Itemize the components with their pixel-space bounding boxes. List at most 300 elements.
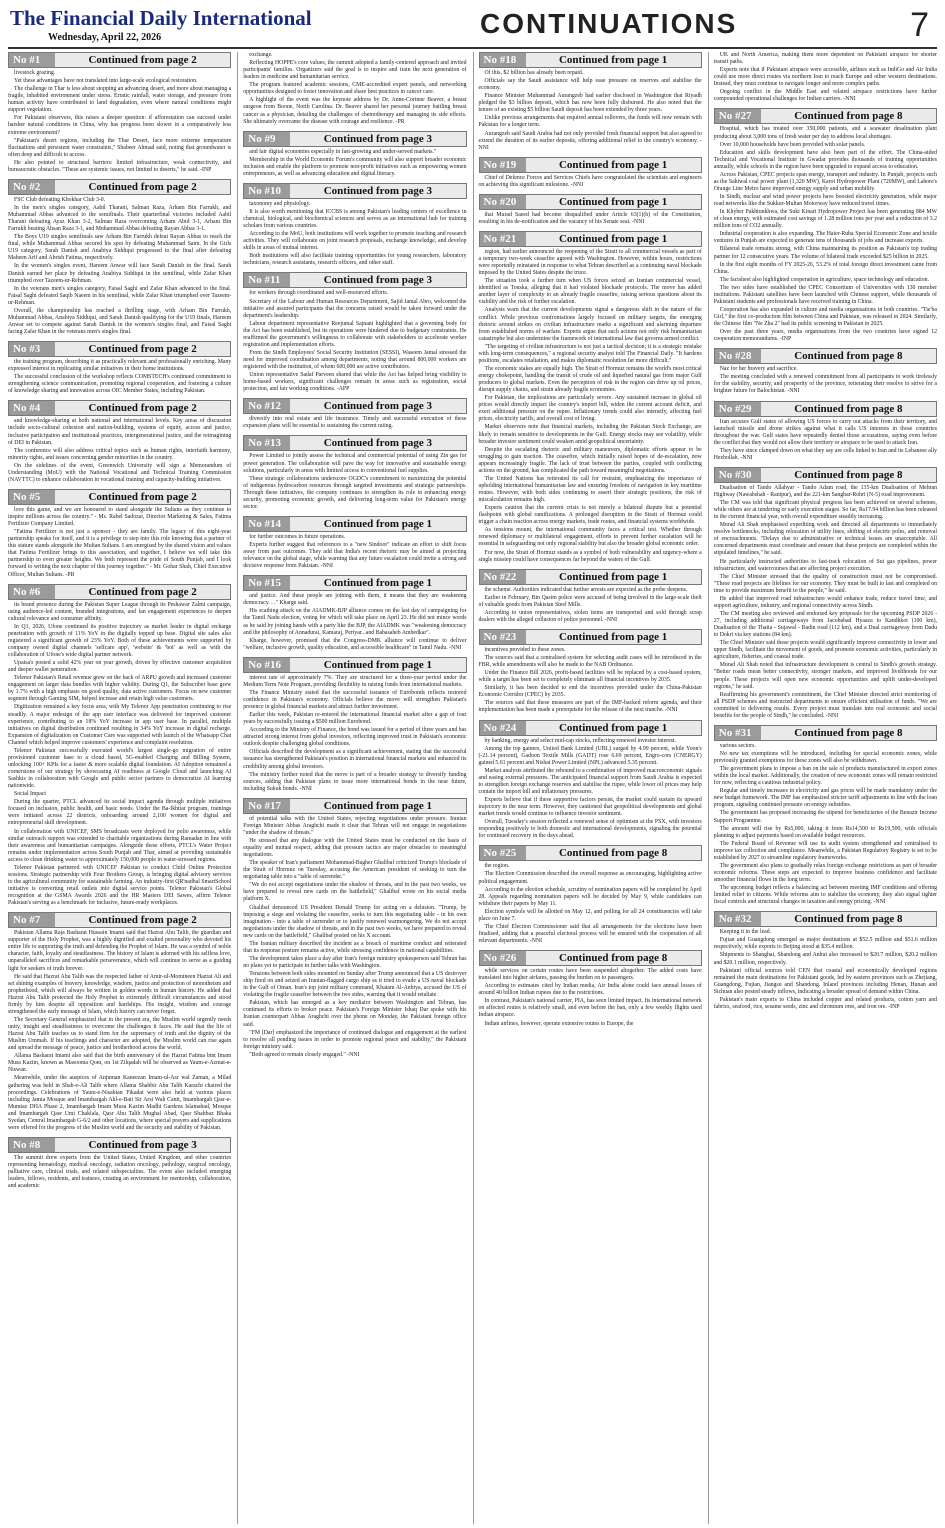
article-body xyxy=(714,126,937,343)
article-paragraph: Market analysts attributed the rebound to a combination of improved macroeconomic signals and easing external pressures. The anticipated financial support from Saudi Arabia is expected to strengthen foreign exchange reserves and stabilise the rupee, while lower oil prices may help contain the import bill and inflationary pressures. xyxy=(478,767,702,795)
article-header xyxy=(8,400,231,416)
article-number: No #11 xyxy=(244,273,290,287)
article-body xyxy=(243,816,466,1059)
continued-from-label: Continued from page 3 xyxy=(323,274,433,287)
article-header xyxy=(479,629,702,645)
article-paragraph: Aurangzeb said Saudi Arabia had not only provided fresh financial support but also agreed to extend the duration of its earlier deposits, offering additional relief to the country's economy. -NNI xyxy=(478,130,702,151)
article-paragraph: FSC Club defeating Khokhar Club 3-0. xyxy=(14,196,106,203)
article-paragraph: According to the MoU, both institutions will work together to promote teaching and research activities. They will collaborate on joint research proposals, exchange knowledge, and develop skills in areas of mutual interest. xyxy=(243,231,467,252)
article-paragraph: various sectors. xyxy=(719,742,756,749)
article-paragraph: The meeting concluded with a renewed commitment from all participants to work tirelessly for the stability, security, and prosperity of the province, reiterating their resolve to strive for a brighter future for Balochistan. -NNI xyxy=(713,374,937,395)
continuation-article xyxy=(479,157,702,189)
continuation-article xyxy=(8,400,231,484)
continuations-columns xyxy=(8,52,937,1524)
column-2 xyxy=(237,52,466,1524)
article-body xyxy=(479,249,702,564)
article-body xyxy=(714,419,937,462)
article-paragraph: In Q1, 2026, Ufone continued its positive trajectory as market leader in digital recharge penetration with growth of 11% YoY in the digitally topped up base. Digital site sales also registered a significant growth of 23% YoY. Both of these achievements were supported by company owned digital channels 'selfcare app', 'website' & 'bot' as well as with the collaboration of Ufone's wide digital partner network. xyxy=(8,623,232,658)
article-paragraph: Power Limited to jointly assess the technical and commercial potential of using Zin gas for power generation. The collaboration will pave the way for innovative and sustainable energy solutions, particularly in areas with limited access to conventional fuel supplies. xyxy=(243,453,467,474)
article-body xyxy=(243,201,466,268)
article-body xyxy=(479,587,702,624)
article-paragraph: His scathing attack on the AIADMK-BJP alliance comes on the last day of campaigning for the Tamil Nadu election, voting for which will take place on April 23. He did not mince words as he said by joining hands with a party like the BJP, the AIADMK was "weakening democracy and the philosophy of Annadurai, Kamaraj, Periyar...and Babasaheb Ambedkar". xyxy=(243,608,467,636)
continuation-article xyxy=(714,348,937,395)
article-paragraph: The speaker of Iran's parliament Mohammad-Bagher Ghalibaf criticized Trump's blockade of the Strait of Hormuz on Tuesday, accusing the American president of seeking to turn the negotiating table into a "table of surrender." xyxy=(243,860,467,881)
article-paragraph: The Chief Minister stressed that the quality of construction must not be compromised. "These road projects are lifelines for our economy. They must be built to last and completed on time to provide maximum benefit to the people," he said. xyxy=(713,573,937,594)
continuation-article xyxy=(8,1137,231,1190)
article-paragraph: "The targeting of civilian infrastructure is not just a tactical decision; it is a strategic mistake with long-term consequences," a regional security analyst told The Financial Daily. "It hardens positions, escalates retaliation, and makes diplomatic resolution far more difficult." xyxy=(478,343,702,364)
article-paragraph: Hospital, which has treated over 350,000 patients, and a seawater desalination plant producing about 3,000 tons of fresh water per day to address local shortages. xyxy=(713,126,937,140)
continued-from-label: Continued from page 2 xyxy=(88,914,197,927)
article-paragraph: Unlike previous arrangements that required annual rollovers, the funds will now remain with Pakistan for a longer term. xyxy=(478,115,702,129)
article-paragraph: The government plans to impose a ban on the sale of products manufactured in export zones within the local market. Additionally, the creation of new economic zones will remain restricted for now, reflecting a cautious industrial policy. xyxy=(713,766,937,787)
article-header xyxy=(479,720,702,736)
article-header xyxy=(714,108,937,124)
article-header xyxy=(243,798,466,814)
article-number: No #16 xyxy=(244,658,290,672)
article-paragraph: Finance Minister Muhammad Aurangzeb had earlier disclosed in Washington that Riyadh pledged the $3 billion deposit, which has now been fully disbursed. He also noted that the tenure of an existing $5 billion Saudi deposit has been extended by three years. xyxy=(478,93,702,114)
article-paragraph: that Murad Saeed had become disqualified under Article 63(1)(h) of the Constitution, resulting in his de-notification and the vacancy of his Senate seat. -NNI xyxy=(478,211,702,225)
article-paragraph: Kharge, however, promised that the Congress-DMK alliance will continue to deliver "welfare, inclusive growth, quality education, and accessible healthcare" in Tamil Nadu. -NNI xyxy=(243,637,467,651)
continuation-article xyxy=(479,569,702,624)
article-paragraph: It is also worth mentioning that ICCBS is among Pakistan's leading centers of excellence in chemical, biological, and biochemical sciences and serves as an international hub for training scholars from various countries. xyxy=(243,208,467,230)
continued-from-label: Continued from page 8 xyxy=(794,913,903,926)
article-number: No #1 xyxy=(9,53,55,67)
continuation-article xyxy=(714,467,937,720)
article-paragraph: According to the election schedule, scrutiny of nomination papers will be completed by April 28. Appeals regarding nomination papers will be decided by May 9, while candidates can withdraw their papers by May 11. xyxy=(478,886,702,907)
article-paragraph: "Fatima Fertilizer is not just a sponsor - they are family. The legacy of this eight-year partnership speaks for itself, and it is a privilege to step into this role knowing that a partner of this stature stands alongside the Multan Sultans. I am energised by the shared vision and values that Fatima Fertilizer brings to this association, and together, I believe we will take this partnership to even greater heights. We both represent the pride of South Punjab, and I look forward to writing the next chapter of this journey together." - Mr. Gohar Shah, Chief Executive Officer, Multan Sultans. -PR xyxy=(8,529,232,578)
article-number: No #25 xyxy=(480,846,526,860)
article-paragraph: According to estimates cited by Indian media, Air India alone could face annual losses of around 40 billion Indian rupees due to the restrictions. xyxy=(478,983,702,997)
article-paragraph: The amount will rise by Rs5,000, taking it from Rs14,500 to Rs19,500, with officials planning to adjust payments based on available budget resources. xyxy=(713,825,937,839)
article-paragraph: In the first eight months of FY 2025-26, 53.2% of total foreign direct investment came from China. xyxy=(713,261,937,275)
continuation-article xyxy=(243,183,466,268)
article-body xyxy=(714,52,937,103)
article-paragraph: Reflecting HOPPE's core values, the summit adopted a family-centered approach and invited participants' families. Organizers said the goal is to inspire and train the next generation of leaders in medicine and humanitarian service. xyxy=(243,60,467,81)
article-paragraph: In the men's singles category, Aabil Tharani, Salman Raza, Arham Bin Farrukh, and Muhammad Abbas advanced to the semifinals. Their quarterfinal victories included Aabil Tharani defeating Ayaz Khan 3-2, Salman Raza overcoming Arham Abid 3-1, Arham Bin Farrukh beating Ahsan Raza 3-1, and Muhammad Abbas defeating Rayan Abbas 3-1. xyxy=(8,204,232,233)
article-paragraph: livestock grazing. xyxy=(14,70,56,76)
continuation-article xyxy=(479,950,702,1028)
continuation-article xyxy=(714,108,937,343)
continued-from-label: Continued from page 3 xyxy=(323,437,433,450)
article-paragraph: Overall, the championship has reached a thrilling stage, with Arham Bin Farrukh, Muhammad Abbas, Anabiya Siddiqui, and Sarah Danish qualifying for the U19 finals, Hareem Anwar set to compete against Sarah Danish in the women's singles final, and Faisal Saghi facing Zafar Khan in the veterans men's singles final. xyxy=(8,307,232,335)
article-paragraph: Market observers note that financial markets, including the Pakistan Stock Exchange, are likely to remain sensitive to developments in the Gulf. Energy stocks may see volatility, while broader investor sentiment could weaken amid geopolitical uncertainty. xyxy=(478,424,702,445)
article-paragraph: and knowledge-sharing at both national and international levels. Key areas of discussion include socio-cultural cohesion and nation-building, systems of equity, access and justice, inclusive participation and institutional practices, intergenerational justice, and the reimagining of DEI in Pakistan. xyxy=(8,418,232,446)
article-paragraph: the scheme. Authorities indicated that further arrests are expected as the probe deepens. xyxy=(484,586,688,593)
article-number: No #7 xyxy=(9,913,55,927)
article-paragraph: According to union representatives, stolen items are transported and sold through scrap dealers with the alleged collusion of police personnel. -NNI xyxy=(478,609,702,623)
continuation-article xyxy=(479,52,702,152)
article-paragraph: The two sides have established the CPEC Consortium of Universities with 130 member institutions. Pakistani satellites have been launched with Chinese support, while thousands of Pakistani students and professionals have received training in China. xyxy=(713,284,937,305)
article-number: No #27 xyxy=(715,109,761,123)
masthead xyxy=(10,6,935,46)
article-header xyxy=(243,575,466,591)
continuation-article xyxy=(479,194,702,226)
article-number: No #3 xyxy=(9,342,55,356)
continuation-article xyxy=(8,489,231,579)
continued-from-label: Continued from page 2 xyxy=(88,490,197,503)
article-body xyxy=(479,70,702,152)
continued-from-label: Continued from page 1 xyxy=(323,658,433,671)
article-number: No #29 xyxy=(715,402,761,416)
article-body xyxy=(8,602,231,908)
article-header xyxy=(479,231,702,247)
continuation-article xyxy=(243,52,466,126)
continuation-article xyxy=(243,575,466,652)
article-body xyxy=(714,366,937,395)
article-number: No #23 xyxy=(480,630,526,644)
column-1 xyxy=(8,52,231,1524)
newspaper-name: The Financial Daily International xyxy=(10,6,312,30)
article-header xyxy=(479,845,702,861)
article-header xyxy=(8,912,231,928)
article-paragraph: Officials described the development as a significant achievement, stating that the successful issuance has strengthened Pakistan's position in international financial markets and enhanced its credibility among global investors. xyxy=(243,749,467,770)
article-paragraph: Of this, $2 billion has already been repaid. xyxy=(484,70,584,76)
article-paragraph: Despite the escalating rhetoric and military maneuvers, diplomatic efforts appear to be struggling to gain traction. The ceasefire, which initially raised hopes of de-escalation, now appears increasingly fragile. The lack of trust between the parties, coupled with conflicting actions on the ground, has complicated the path toward meaningful negotiations. xyxy=(478,446,702,474)
article-paragraph: Experts caution that the current crisis is not merely a bilateral dispute but a potential flashpoint with global ramifications. A prolonged disruption in the Strait of Hormuz could trigger a chain reaction across energy markets, trade routes, and financial systems worldwide. xyxy=(478,505,702,526)
article-body xyxy=(714,929,937,1011)
article-body xyxy=(479,863,702,945)
article-paragraph: taxonomy and physiology. xyxy=(249,200,311,207)
article-paragraph: In the veterans men's singles category, Faisal Saghi and Zafar Khan advanced to the final. Faisal Saghi defeated Saqib Naeem in his semifinal, while Zafar Khan triumphed over Tazeem-ur-Rehman. xyxy=(8,285,232,306)
article-header xyxy=(479,52,702,68)
continuation-article xyxy=(714,52,937,103)
article-header xyxy=(243,516,466,532)
article-paragraph: The CM meeting also reviewed and endorsed key proposals for the upcoming PSDP 2026 - 27, including additional carriageways from Jacobabad Hyaaza to Kandhkot (100 km), Dualisation of the Thatta - Sujawal - Badin road (112 km), and a Dual carriageway from Dadu to Dokri via key stations (84 km). xyxy=(713,610,937,639)
continuation-article xyxy=(8,912,231,1132)
continued-from-label: Continued from page 2 xyxy=(88,180,197,193)
continuation-article xyxy=(479,629,702,715)
article-paragraph: The Election Commission described the overall response as encouraging, highlighting active political engagement. xyxy=(478,871,702,885)
article-paragraph: Officials say the Saudi assistance will help ease pressure on reserves and stabilise the economy. xyxy=(478,78,702,92)
article-paragraph: by banking, energy and select mid-cap stocks, reflecting renewed investor interest. xyxy=(484,737,677,744)
article-paragraph: The United Nations has reiterated its call for restraint, emphasizing the importance of upholding international humanitarian law and ensuring freedom of navigation in key maritime routes. However, with both sides continuing to assert their strategic positions, the risk of miscalculation remains high. xyxy=(478,475,702,504)
article-paragraph: The Chief Election Commissioner said that all arrangements for the elections have been finalised, adding that a peaceful electoral process will be ensured with the cooperation of all relevant departments. -NNI xyxy=(478,923,702,944)
article-number: No #4 xyxy=(9,401,55,415)
article-body xyxy=(243,52,466,126)
article-paragraph: For now, the Strait of Hormuz stands as a symbol of both vulnerability and urgency-where a single misstep could have consequences far beyond the waters of the Gulf. xyxy=(478,549,702,563)
article-header xyxy=(479,569,702,585)
article-paragraph: Regular and timely increases in electricity and gas prices will be made mandatory under the new budget framework. The IMF has emphasized stricter tariff adjustments in line with the loan program, signaling continued pressure on energy subsidies. xyxy=(713,788,937,809)
continuation-article xyxy=(479,720,702,841)
article-header xyxy=(243,398,466,414)
article-paragraph: its brand presence during the Pakistan Super League through its Peshawar Zalmi campaign, using audience-led content, branded integrations, and fan engagement experiences to deepen cultural relevance and consumer affinity. xyxy=(8,601,232,622)
article-number: No #14 xyxy=(244,517,290,531)
article-paragraph: Similarly, it has been decided to end the incentives provided under the China-Pakistan Economic Corridor (CPEC) by 2035. xyxy=(478,685,702,699)
continuation-article xyxy=(243,272,466,393)
article-number: No #15 xyxy=(244,576,290,590)
article-paragraph: Keeping it in the lead. xyxy=(719,929,772,936)
article-number: No #26 xyxy=(480,951,526,965)
article-paragraph: Naz for her bravery and sacrifice. xyxy=(719,366,798,373)
article-number: No #13 xyxy=(244,436,290,450)
article-body xyxy=(243,149,466,178)
article-paragraph: Experts note that if Pakistani airspace were accessible, airlines such as IndiGo and Air India could use more direct routes via northern Iran to reach Europe and other western destinations. Instead, they must continue to navigate longer and more complex paths. xyxy=(713,67,937,88)
continued-from-label: Continued from page 8 xyxy=(794,350,903,363)
page-number: 7 xyxy=(910,6,929,44)
article-paragraph: interest rate of approximately 7%. They are structured for a three-year period under the Medium Term Note Program, providing flexibility in raising funds from international markets. xyxy=(243,674,467,688)
article-paragraph: The Federal Board of Revenue will use its audit system strengthened and centralised to improve tax collection and compliance. Meanwhile, a Pakistan Regulatory Registry is set to be established by 2027 to streamline regulatory frameworks. xyxy=(713,840,937,861)
article-paragraph: Earlier in February, Bin Qasim police were accused of being involved in the large-scale theft of valuable goods from Pakistan Steel Mills. xyxy=(478,594,702,608)
article-paragraph: Union representative Sadaf Parveen shared that while the Act has helped bring visibility to home-based workers, significant challenges remain in areas such as registration, social protection, and fair working conditions. -APP xyxy=(243,372,467,393)
article-paragraph: Telenor Pakistan successfully executed world's largest single-go migration of entire provisioned customer base to a cloud based, 5G-enabled Charging and Billing System, unlocking 100+ KPIs for a faster & more scalable digital foundation. AI Adoption remained a cornerstone of our strategy by showcasing AI readiness at Google Cloud and launching AI Sashkis in collaboration with Google and public sector partners to democratize AI learning nationwide. xyxy=(8,747,232,790)
article-paragraph: For Pakistani observers, this raises a deeper question: if afforestation can succeed under harsher natural conditions in China, why has progress been slower in a comparatively less extreme environment? xyxy=(8,115,232,136)
article-body xyxy=(714,485,937,720)
continuation-article xyxy=(479,845,702,945)
article-paragraph: The upcoming budget reflects a balancing act between meeting IMF conditions and offering limited relief to citizens. While reforms aim to stabilize the economy, they also signal tighter fiscal controls and structural changes in taxation and energy pricing. -NNI xyxy=(713,885,937,906)
article-paragraph: "We do not accept negotiations under the shadow of threats, and in the past two weeks, we have prepared to reveal new cards on the battlefield," Ghalibaf wrote on his social media platform X. xyxy=(243,882,467,903)
article-paragraph: The development takes place a day after Iran's foreign ministry spokesperson said Tehran has no plans yet to participate in further talks with Washington. xyxy=(243,955,467,969)
article-paragraph: No new tax exemptions will be introduced, including for special economic zones, while previously granted exemptions for these zones will also be withdrawn. xyxy=(713,750,937,764)
article-body xyxy=(479,968,702,1028)
continued-from-label: Continued from page 2 xyxy=(88,54,197,66)
continuation-article xyxy=(243,398,466,430)
continuation-article xyxy=(8,584,231,908)
continued-from-label: Continued from page 2 xyxy=(88,343,197,356)
article-paragraph: In the women's singles event, Hareem Anwar will face Sarah Danish in the final. Sarah Danish earned her place by defeating Anabiya Siddiqui in the semifinal, while Zafar Khan triumphed over Tazeem-ur-Rehman. xyxy=(8,263,232,284)
article-paragraph: The Finance Ministry stated that the successful issuance of Eurobonds reflects restored confidence in Pakistan's economy. Officials believe the move will strengthen Pakistan's presence in global financial markets and attract further investment. xyxy=(243,689,467,710)
article-number: No #20 xyxy=(480,195,526,209)
article-number: No #10 xyxy=(244,184,290,198)
continued-from-label: Continued from page 1 xyxy=(323,577,433,590)
article-paragraph: Shipments to Shanghai, Shandong and Anhui also increased to $20.7 million, $20.2 million and $20.1 million, respectively. xyxy=(713,952,937,966)
article-header xyxy=(714,911,937,927)
article-header xyxy=(8,489,231,505)
continuation-article xyxy=(8,52,231,174)
article-header xyxy=(243,272,466,288)
article-paragraph: Murad Ali Shah noted that infrastructure development is central to Sindh's growth strategy. "Better roads mean better connectivity, stronger markets, and improved livelihoods for our people. These projects will open new economic opportunities and uplift under-developed regions," he said. xyxy=(713,662,937,690)
continuation-article xyxy=(243,798,466,1059)
article-paragraph: "FM [Dar] emphasized the importance of continued dialogue and engagement at the earliest to resolve all pending issues in order to promote regional peace and stability," the Pakistani foreign ministry said. xyxy=(243,1029,467,1050)
article-paragraph: Allama Basharat Imami also said that the birth anniversary of the Hazrat Fatima bint Imam Musa Kazim, known as Masooma Qom, on 1st Zilqadah will be observed as Yaum-e-Azmat-e-Niswan. xyxy=(8,1053,232,1074)
article-paragraph: Tensions between both sides mounted on Sunday after Trump announced that a US destroyer ship fired on and seized an Iranian-flagged cargo ship as it tried to evade a US naval blockade in the Gulf of Oman. Iran's top joint military command, Khatam Al-Anbiya, accused the US of violating the fragile ceasefire between the two sides, warning that it would retaliate. xyxy=(243,971,467,999)
article-paragraph: Election symbols will be allotted on May 12, and polling for all 24 constituencies will take place on June 7. xyxy=(478,908,702,922)
article-paragraph: Under the Finance Bill 2026, profit-based facilities will be replaced by a cost-based system, while a target has been set to completely eliminate all financial incentives by 2035. xyxy=(478,670,702,684)
article-paragraph: UK and North America, making them more dependent on Pakistani airspace for shorter transit paths. xyxy=(713,52,937,66)
article-paragraph: As tensions mount, the international community faces a critical test. Whether through renewed diplomacy or multilateral engagement, efforts to prevent further escalation will be essential in safeguarding not only regional stability but also the broader global economic order. xyxy=(478,527,702,548)
article-paragraph: He said that Hazrat Abu Talib was the respected father of Amir-ul-Momineen Hazrat Ali and set shining examples of bravery, knowledge, wisdom, justice and protection of monotheism and prophethood, which will always be written in golden words in human history. He added that Hazrat Abu Talib protected the Holy Prophet in extremely difficult circumstances and stood firmly by him despite all opposition and hardships. His insight, wisdom and courage strengthened the early message of Islam, which history can never forget. xyxy=(8,973,232,1015)
article-paragraph: Among the top gainers, United Bank Limited (UBL) surged by 4.99 percent, while Yoon's (-21.14 percent), Gadoon Textile Mills (GADT) rose 6.69 percent, Engro-cors (CNERGY) gained 5.61 percent and Nishat Power Limited (NPL) advanced 5.35 percent. xyxy=(478,745,702,766)
article-header xyxy=(714,725,937,741)
continuation-article xyxy=(243,657,466,793)
article-number: No #30 xyxy=(715,468,761,482)
article-body xyxy=(8,359,231,395)
article-paragraph: For Pakistan, the implications are particularly severe. Any sustained increase in global oil prices would directly impact the country's import bill, widen the current account deficit, and exert additional pressure on the rupee. Inflationary trends could also intensify, affecting fuel prices, electricity tariffs, and overall cost of living. xyxy=(478,395,702,423)
article-paragraph: Ongoing conflict in the Middle East and related airspace restrictions have further compounded operational challenges for Indian carriers. -NNI xyxy=(713,89,937,103)
article-number: No #12 xyxy=(244,399,290,413)
article-body xyxy=(714,743,937,906)
article-paragraph: They have since clamped down on what they say are cells linked to Iran and its Lebanese ally Hezbollah. -NNI xyxy=(713,447,937,461)
article-paragraph: Pakistani official sources told CEN that coastal and economically developed regions remained the main destinations for Pakistani goods, led by eastern provinces such as Zhejiang, Guangdong, Fujian, Jiangsu and Shandong. Inland provinces including Henan, Hunan and Sichuan also posted steady inflows, indicating a broader spread of demand within China. xyxy=(713,967,937,995)
article-paragraph: Chief of Defence Forces and Services Chiefs have congratulated the scientists and engineers on achieving this significant milestone. -NNI xyxy=(478,174,702,188)
article-paragraph: "Both agreed to remain closely engaged." -NNI xyxy=(249,1051,360,1058)
article-paragraph: diversify into real estate and life insurance. Timely and successful execution of these expansion plans will be essential to sustaining the current rating. xyxy=(243,416,467,430)
article-number: No #17 xyxy=(244,799,290,813)
article-paragraph: The sources said that these measures are part of the IMF-backed reform agenda, and their implementation has been made a prerequisite for the release of the next tranche. -NNI xyxy=(478,700,702,714)
continued-from-label: Continued from page 2 xyxy=(88,585,197,598)
article-paragraph: In contrast, Pakistan's national carrier, PIA, has seen limited impact. Its international network on affected routes is relatively small, and even before the ban, only a few weekly flights used Indian airspace. xyxy=(478,998,702,1019)
article-number: No #6 xyxy=(9,585,55,599)
continued-from-label: Continued from page 1 xyxy=(558,630,668,643)
article-paragraph: He particularly instructed authorities to fast-track relocation of Sui gas pipelines, power infrastructure, and watercourses that are affecting project execution. xyxy=(713,558,937,572)
article-paragraph: In Sindh, nuclear and wind power projects have boosted electricity generation, while major road networks like the Sukkur-Multan Motorway have reduced travel times. xyxy=(713,194,937,208)
continued-from-label: Continued from page 1 xyxy=(323,799,433,812)
article-paragraph: Meanwhile, under the auspices of Anjuman Kaneezan Imam-ul-Asr wal Zaman, a Milad gathering was held in Shab-e-Ali Talib where Allama Shabbir Abu Talib Karachi chaired the proceedings. Celebrations of Yaum-e-Nisabian Fikadat were also held at various places including Jamia Mosque and Imambargah Ahl-e-Bait Sir Arsi Wah Cantt, Imambargah Qasr-e-Mumtaz DHA Phase 2, Imambargah Imam Musa Kazim Madhi Gardens Islamabad, Mosque and Imambargah Qasr Umi Chaklala, Qasr Abu Talib Mughal Abad, Qasr Shahbaz Bhaka Syedan, Central Imambargah G-6/2 and other locations, where special prayers and supplications were offered for the progress of the Muslim world and the security and stability of Pakistan. xyxy=(8,1075,232,1131)
continuation-article xyxy=(714,911,937,1011)
article-paragraph: and fair digital economies especially in fast-growing and under-served markets." xyxy=(249,148,437,155)
article-number: No #31 xyxy=(715,726,761,740)
article-paragraph: Ghalibaf denounced US President Donald Trump for acting on a delusion. "Trump, by imposing a siege and violating the ceasefire, seeks to turn this negotiating table - in his own imagination - into a table of surrender or to justify renewed warmongering. We do not accept negotiations under the shadow of threats, and in the past two weeks, we have prepared to reveal new cards on the battlefield," Ghalibaf posted on his X account. xyxy=(243,904,467,939)
article-paragraph: Earlier this week, Pakistan re-entered the international financial market after a gap of four years by successfully issuing a $500 million Eurobond. xyxy=(243,712,467,726)
continued-from-label: Continued from page 8 xyxy=(794,726,903,739)
article-paragraph: The sources said that a centralised system for selecting audit cases will be introduced in the FBR, while amendments will also be made to the NAB Ordinance. xyxy=(478,655,702,669)
article-paragraph: Reaffirming his government's commitment, the Chief Minister directed strict monitoring of all PSDP schemes and instructed departments to ensure efficient utilisation of funds. "We are committed to delivering results. Every project must translate into real economic and social benefits for the people of Sindh," he concluded. -NNI xyxy=(713,691,937,719)
continuation-article xyxy=(479,231,702,564)
article-paragraph: The Secretary General emphasized that in the present era, the Muslim world urgently needs unity, insight and steadfastness to overcome the challenges it faces. He said that the life of Hazrat Abu Talib teaches us to stand firm for the supremacy of truth and the dignity of the Muslim Ummah. If his teachings and character are adopted, the Muslim world can rise again and spread the message of peace, justice and brotherhood across the world. xyxy=(8,1016,232,1052)
continued-from-label: Continued from page 3 xyxy=(323,132,433,145)
article-paragraph: The Boys U19 singles semifinals saw Arham Bin Farrukh defeat Rayan Abbas to reach the final, while Muhammad Abbas secured his spot by defeating Muhammad Saim. In the Girls U19 category, Sarah Danish and Anabiya Siddiqui progressed to the final after defeating Maheen Arif and Abrish Fatima, respectively. xyxy=(8,234,232,262)
article-paragraph: Over 10,000 households have been provided with solar panels. xyxy=(719,141,866,148)
column-4 xyxy=(708,52,937,1524)
article-header xyxy=(8,341,231,357)
article-number: No #32 xyxy=(715,912,761,926)
article-paragraph: The Iranian military described the incident as a breach of maritime conduct and reiterated that its response posture remains active, while stressing confidence in national capabilities. xyxy=(243,940,467,954)
article-paragraph: Pakistan, which has emerged as a key mediator between Washington and Tehran, has continued its efforts to broker peace. Pakistan's Foreign Minister Ishaq Dar spoke with his Iranian counterpart Abbas Araghchi over the phone on Monday, the Pakistani foreign office said. xyxy=(243,1000,467,1028)
article-paragraph: On the sidelines of the event, Greenwich University will sign a Memorandum of Understanding (MoU) with the National Vocational and Technical Training Commission (NAVTTC) to enhance collaboration in vocational training and capacity-building initiatives. xyxy=(8,462,232,483)
article-paragraph: The program featured academic sessions, CME-accredited expert panels, and networking opportunities designed to foster innovation and share best practices in cancer care. xyxy=(243,82,467,96)
article-header xyxy=(714,348,937,364)
article-paragraph: Analysts warn that the current developments signal a dangerous shift in the nature of the conflict. While previous confrontations largely focused on military targets, the emerging rhetoric around strikes on civilian infrastructure marks a significant and alarming departure from established norms of warfare. Experts argue that such actions not only risk humanitarian catastrophe but also undermine the framework of international law that governs armed conflict. xyxy=(478,307,702,342)
article-body xyxy=(8,507,231,579)
article-body xyxy=(243,534,466,570)
article-paragraph: while services on certain routes have been suspended altogether. The added costs have translated into higher airfares, passing the burden on to passengers. xyxy=(478,968,702,982)
article-number: No #18 xyxy=(480,53,526,67)
article-body xyxy=(479,647,702,715)
article-paragraph: A highlight of the event was the keynote address by Dr. Anne-Corinne Beaver, a breast surgeon from Boone, North Carolina. Dr. Beaver shared her personal journey battling breast cancer as a physician, detailing the challenges of chemotherapy and managing its side effects. She ultimately overcame the disease with courage and resilience. -PR xyxy=(243,97,467,125)
article-header xyxy=(479,194,702,210)
continued-from-label: Continued from page 8 xyxy=(794,110,903,123)
article-paragraph: The conference will also address critical topics such as human rights, interfaith harmony, minority rights, and issues concerning gender minorities in the country. xyxy=(8,447,232,461)
article-paragraph: Cooperation has also expanded in culture and media organisations in both countries. "Tie'ba Girl," the first co-production film between China and Pakistan, was released in 2024. Similarly, the Chinese film "Ne Zha 2" had its public screening in Pakistan in 2025. xyxy=(713,306,937,328)
article-paragraph: Yet these advantages have not translated into large-scale ecological restoration. xyxy=(14,78,198,85)
article-header xyxy=(8,1137,231,1153)
article-paragraph: Overall, Tuesday's session reflected a renewed sense of optimism at the PSX, with investors responding positively to both domestic and international developments, signaling the potential for continued recovery in the days ahead. xyxy=(478,819,702,840)
article-paragraph: Pakistan's main exports to China included copper and related products, cotton yarn and fabrics, seafood, rice, sesame seeds, zinc and chromium ores, and iron ore. -INP xyxy=(713,996,937,1010)
article-body xyxy=(243,453,466,511)
article-paragraph: Iran accuses Gulf states of allowing US forces to carry out attacks from their territory, and launched missile and drone strikes against what it calls US interests in those countries throughout the war. Gulf states have repeatedly denied those accusations, saying even before the conflict that they would not allow their territory or airspace to be used to attack Iran. xyxy=(713,418,937,446)
article-paragraph: "Pakistan's desert regions, including the Thar Desert, face more extreme temperature fluctuations and persistent water constraints," Shabeer Ahmad said, noting that groundwater is often deep and difficult to access. xyxy=(8,137,232,158)
article-paragraph: The factsheet also highlighted cooperation in agriculture, space technology and education. xyxy=(719,276,930,283)
issue-date: Wednesday, April 22, 2026 xyxy=(48,32,162,43)
continuation-article xyxy=(243,435,466,511)
article-number: No #19 xyxy=(480,158,526,172)
masthead-rule xyxy=(8,47,937,49)
article-paragraph: Pakistan Allama Raja Basharat Hussain Imami said that Hazrat Abu Talib, the guardian and supporter of the Holy Prophet, was a highly dignified and exalted personality who devoted his entire life to supporting the truth and defending the Prophet of Islam. He was a symbol of noble character, faith, loyalty and steadfastness. The history of Islam is adorned with his selfless love, unparalleled sacrifices and remarkable perseverance, which will continue to serve as a guiding light for seekers of truth forever. xyxy=(8,930,232,972)
continuation-article xyxy=(243,516,466,570)
article-paragraph: Murad Ali Shah emphasised expediting work and directed all departments to immediately resolve bottlenecks, including relocation of utility lines, shifting of electric poles, and removal of encroachments. "Delays due to administrative or technical issues are unacceptable. All concerned departments must coordinate and ensure that these projects are completed within the stipulated timelines," he said. xyxy=(713,522,937,557)
article-body xyxy=(479,175,702,189)
continuation-article xyxy=(714,725,937,906)
article-number: No #8 xyxy=(9,1138,55,1152)
continued-from-label: Continued from page 1 xyxy=(323,517,433,530)
article-paragraph: Digitization remained a key focus area, with My Telenor App penetration continuing to rise steadily. A major redesign of the app user interface was delivered for improved customer experience, contributing to an 18% YoY increase in app user base. In parallel, multiple initiatives on digital distribution continued resulting in 34% YoY increase in digital recharge. Expansion of digitalization on Customer Care was supported with launch of the Whatsapp Chat Channel which helped improve customers' experience and complaint resolution. xyxy=(8,704,232,746)
article-paragraph: Experts believe that if these supportive factors persist, the market could sustain its upward trajectory in the near term. However, they cautioned that geopolitical developments and global market trends would continue to influence investor sentiment. xyxy=(478,797,702,818)
article-number: No #28 xyxy=(715,349,761,363)
article-number: No #21 xyxy=(480,232,526,246)
continued-from-label: Continued from page 1 xyxy=(558,158,668,171)
article-header xyxy=(479,157,702,173)
article-paragraph: Dualisation of Tando Allahyar - Tando Adam road, the 135-km Dualisation of Mehran Highway (Nawabshah - Ranipur), and the 221-km Sanghar-Rohri (N-5) road improvement. xyxy=(713,484,937,498)
article-paragraph: Over the past three years, media organisations from the two countries have signed 12 cooperation memorandums. -INP xyxy=(713,329,937,343)
article-body xyxy=(243,416,466,430)
article-paragraph: Across Pakistan, CPEC projects span energy, transport and industry. In Punjab, projects such as the Sahiwal coal power plant (1,320 MW), Karot Hydropower Plant (720MW), and Lahore's Orange Line Metro have improved energy supply and urban mobility. xyxy=(713,171,937,192)
article-body xyxy=(479,212,702,226)
continued-from-label: Continued from page 8 xyxy=(794,468,903,481)
article-paragraph: The government also plans to gradually relax foreign exchange restrictions as part of broader economic reforms. These steps are expected to improve business confidence and facilitate smoother financial flows in the long term. xyxy=(713,862,937,883)
article-number: No #24 xyxy=(480,721,526,735)
article-paragraph: Education and skills development have also been part of the effort. The China-aided Technical and Vocational Institute in Gwadar provides thousands of training opportunities annually, while schools in the region have been upgraded to expand access to education. xyxy=(713,149,937,170)
continued-from-label: Continued from page 1 xyxy=(558,54,668,66)
article-paragraph: region, had earlier announced the reopening of the Strait to all commercial vessels as part of a temporary two-week ceasefire agreed with Washington. However, within hours, restrictions were reportedly reinstated in response to what Tehran described as a continuing naval blockade imposed by the United States despite the truce. xyxy=(478,248,702,277)
article-paragraph: the training program, describing it as practically relevant and professionally enriching. Many expressed interest in replicating similar initiatives in their home institutions. xyxy=(8,359,232,373)
article-header xyxy=(479,950,702,966)
article-paragraph: for further outcomes in future operations. xyxy=(249,533,346,540)
continuation-article xyxy=(8,341,231,395)
article-paragraph: The challenge in Thar is less about stopping an advancing desert, and more about managing a fragile, inhabited environment under stress. Erratic rainfall, water storage, and pressure from human activity have contributed to land degradation, even where natural conditions might support vegetation. xyxy=(8,86,232,114)
article-paragraph: Telenor Pakistan's Retail revenue grew on the back of ARPU growth and increased customer engagement on larger data bundles with higher validity. During Q1, the Subscriber base grew by 1.7% with a high emphasis on good quality, data active customers. Focus on new customer segment through Gaming SIM, helped increase and retain high value customers. xyxy=(8,675,232,703)
article-paragraph: the region. xyxy=(484,863,510,870)
article-paragraph: In collaboration with UNICEF, SMS broadcasts were deployed for polio awareness, while similar outreach support was extended to charitable organizations during Ramadan in line with their awareness and humanitarian campaigns. Alongside these efforts, PTCL's Water Project remains under implementation across South Punjab and Thar, aimed at providing sustainable access to clean drinking water to approximately 150,000 people in water-stressed regions. xyxy=(8,828,232,863)
article-body xyxy=(8,930,231,1132)
article-header xyxy=(243,131,466,147)
article-paragraph: Upaisa's posted a solid 42% year on year growth, driven by effective customer acquisition and deeper wallet penetration. xyxy=(8,660,232,674)
continued-from-label: Continued from page 3 xyxy=(323,184,433,197)
article-paragraph: Membership in the World Economic Forum's community will also support broader economic inclusion and enable the platform to promote non-profit initiatives such as empowering women entrepreneurs, as well as advancing education and digital literacy. xyxy=(243,156,467,177)
article-body xyxy=(243,593,466,652)
continuation-article xyxy=(714,401,937,462)
article-paragraph: love this game, and we are honoured to stand alongside the Sultans as they continue to inspire millions across the country." - Ms. Rabel Sadozai, Director Marketing & Sales, Fatima Fertilizer Company Limited. xyxy=(8,506,232,528)
article-paragraph: Bilateral trade remains strong, with China maintaining its position as Pakistan's top trading partner for 12 consecutive years. The volume of bilateral trade exceeded $25 billion in 2025. xyxy=(713,246,937,260)
article-header xyxy=(714,401,937,417)
article-paragraph: According to the Ministry of Finance, the bond was issued for a period of three years and has attracted strong interest from global investors, reflecting improved trust in Pakistan's economic outlook despite challenging global conditions. xyxy=(243,727,467,748)
section-title: CONTINUATIONS xyxy=(480,8,738,39)
article-paragraph: Indian airlines, however, operate extensive routes to Europe, the xyxy=(484,1020,634,1027)
article-paragraph: He added that improved road infrastructure would enhance trade, reduce travel time, and support agriculture, industry, and regional connectivity across Sindh. xyxy=(713,595,937,609)
article-body xyxy=(243,675,466,793)
article-paragraph: for workers through coordinated and well-resourced efforts. xyxy=(249,290,389,297)
article-paragraph: The successful conclusion of the workshop reflects COMSTECH's continued commitment to strengthening science communication, promoting regional cooperation, and fostering a culture of knowledge sharing and innovation across OIC Member States, including Pakistan. xyxy=(8,374,232,395)
continued-from-label: Continued from page 1 xyxy=(558,232,668,245)
article-paragraph: Both institutions will also facilitate training opportunities for young researchers, laboratory technicians, research assistants, research officers, and other staff. xyxy=(243,253,467,267)
article-body xyxy=(479,738,702,841)
article-paragraph: During the quarter, PTCL advanced its social impact agenda through multiple initiatives focused on inclusion, public health, and basic needs. Under the Ba-Ikhtiar program, trainings were initiated across 22 districts, onboarding around 2,100 women for digital and entrepreneurial skill development. xyxy=(8,799,232,827)
continued-from-label: Continued from page 8 xyxy=(794,402,903,415)
article-header xyxy=(714,467,937,483)
continued-from-label: Continued from page 8 xyxy=(558,847,668,860)
article-paragraph: The situation took a further turn when US forces seized an Iranian commercial vessel, identified as Touska, alleging that it had violated blockade protocols. The move has added another layer of complexity to an already fragile ceasefire, raising serious questions about its viability and the risk of further escalation. xyxy=(478,278,702,306)
article-header xyxy=(243,435,466,451)
article-paragraph: The CM was told that significant physical progress has been achieved on several schemes, while others are at tendering or early execution stages. So far, Rs17.94 billion has been released in the current financial year, with overall expenditure steadily increasing. xyxy=(713,500,937,521)
continued-from-label: Continued from page 1 xyxy=(558,721,668,734)
article-paragraph: Experts further suggest that references to a "new Sindoor" indicate an effort to shift focus away from past outcomes. They add that India's recent rhetoric may be aimed at projecting relevance on the global stage, while warning that any future escalation could invite a strong and decisive response from Pakistan. -NNI xyxy=(243,542,467,570)
article-paragraph: exchange. xyxy=(249,52,273,58)
article-paragraph: The summit drew experts from the United States, United Kingdom, and other countries representing hematology, medical oncology, radiation oncology, pathology, surgical oncology, palliative care, clinical trials, and related subspecialties. The event also included emerging leaders, fellows, residents, and trainees, creating an environment for mentorship, collaboration, and academic xyxy=(8,1154,232,1190)
article-header xyxy=(8,179,231,195)
article-paragraph: The Chief Minister said these projects would significantly improve connectivity in lower and upper Sindh, facilitate the movement of goods, and promote economic activities, particularly in agriculture, fisheries, and coastal trade. xyxy=(713,640,937,661)
article-paragraph: Telenor Pakistan partnered with UNICEF Pakistan to conduct Child Online Protection sessions. Strategic partnership with Four Brothers Group, is bringing digital advisory services to the agricultural community for sustainable farming. An industry-first QR'nadbal SmartSchool initiative is converting retail outlets into digital service points. Telenor Pakistan's Global recognition at the GSMA Awards 2026 and the HR Masters DEI Sawes, affirm Telenor Pakistan's serving as a benchmark for inclusive, future-ready workplaces. xyxy=(8,864,232,907)
article-number: No #9 xyxy=(244,132,290,146)
article-number: No #2 xyxy=(9,180,55,194)
article-body xyxy=(8,418,231,484)
